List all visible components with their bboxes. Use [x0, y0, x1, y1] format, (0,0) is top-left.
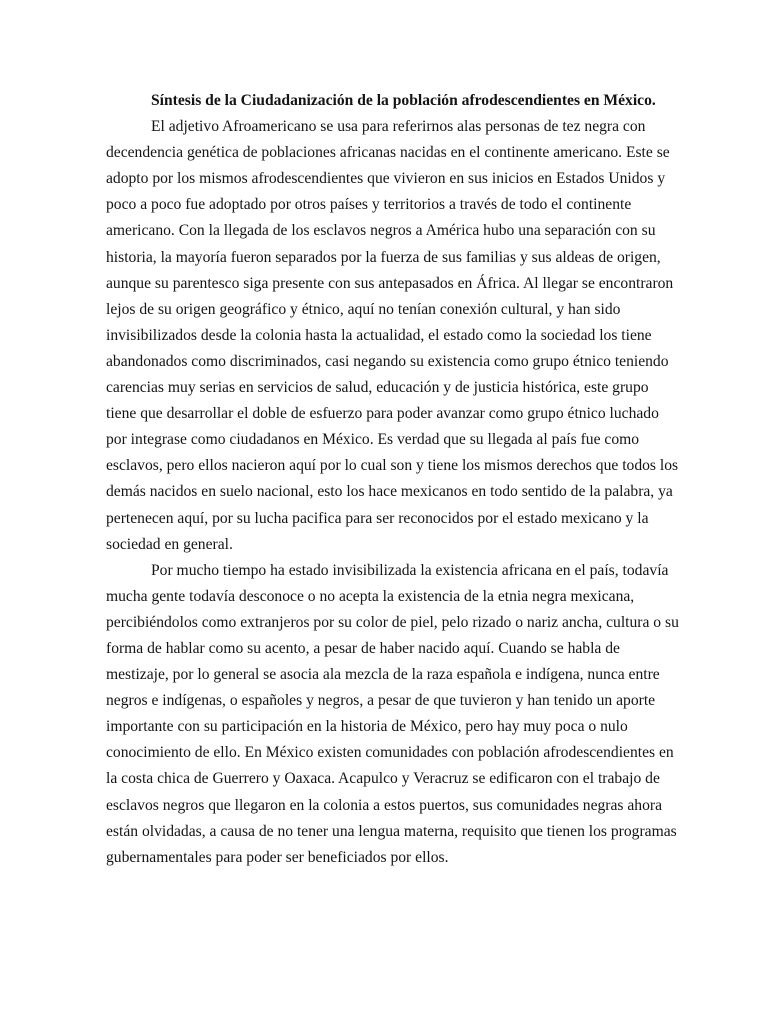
text-line: carencias muy serias en servicios de salud, educación y de justicia histórica, este grupo [106, 379, 649, 397]
text-line: adopto por los mismos afrodescendientes que vivieron en sus inicios en Estados Unidos y [106, 170, 666, 188]
text-line: sociedad en general. [106, 535, 233, 553]
text-line: importante con su participación en la historia de México, pero hay muy poca o nulo [106, 718, 628, 736]
text-line: poco a poco fue adoptado por otros países y territorios a través de todo el continente [106, 196, 632, 214]
text-line: tiene que desarrollar el doble de esfuerzo para poder avanzar como grupo étnico luchado [106, 405, 659, 423]
text-line: pertenecen aquí, por su lucha pacifica para ser reconocidos por el estado mexicano y la [106, 509, 649, 527]
document-title: Síntesis de la Ciudadanización de la población afrodescendientes en México. [151, 92, 656, 109]
text-line: El adjetivo Afroamericano se usa para referirnos alas personas de tez negra con [151, 118, 646, 136]
text-line: abandonados como discriminados, casi negando su existencia como grupo étnico teniendo [106, 352, 669, 370]
text-line: por integrase como ciudadanos en México. Es verdad que su llegada al país fue como [106, 431, 640, 449]
text-line: decendencia genética de poblaciones africanas nacidas en el continente americano. Este se [106, 144, 670, 162]
text-line: invisibilizados desde la colonia hasta la actualidad, el estado como la sociedad los tiene [106, 326, 652, 344]
text-line: lejos de su origen geográfico y étnico, aquí no tenían conexión cultural, y han sido [106, 300, 621, 318]
text-line: mestizaje, por lo general se asocia ala mezcla de la raza española e indígena, nunca entre [106, 666, 660, 684]
text-line: historia, la mayoría fueron separados por la fuerza de sus familias y sus aldeas de origen, [106, 248, 661, 266]
document-body [106, 88, 679, 871]
text-line: percibiéndolos como extranjeros por su color de piel, pelo rizado o nariz ancha, cultura o su [106, 613, 679, 631]
text-line: Por mucho tiempo ha estado invisibilizada la existencia africana en el país, todavía [151, 561, 669, 579]
text-line: esclavos, pero ellos nacieron aquí por lo cual son y tiene los mismos derechos que todos los [106, 457, 679, 475]
text-line: están olvidadas, a causa de no tener una lengua materna, requisito que tienen los programas [106, 822, 677, 840]
text-line: americano. Con la llegada de los esclavos negros a América hubo una separación con su [106, 222, 656, 240]
text-line: demás nacidos en suelo nacional, esto los hace mexicanos en todo sentido de la palabra, ya [106, 483, 673, 501]
text-line: la costa chica de Guerrero y Oaxaca. Acapulco y Veracruz se edificaron con el trabajo de [106, 770, 660, 788]
text-line: aunque su parentesco siga presente con sus antepasados en África. Al llegar se encontraron [106, 274, 674, 292]
text-line: forma de hablar como su acento, a pesar de haber nacido aquí. Cuando se habla de [106, 639, 620, 657]
paragraph-2 [106, 558, 679, 871]
text-line: gubernamentales para poder ser beneficiados por ellos. [106, 848, 449, 866]
text-line: conocimiento de ello. En México existen comunidades con población afrodescendientes en [106, 744, 674, 762]
text-line: negros e indígenas, o españoles y negros, a pesar de que tuvieron y han tenido un aporte [106, 692, 656, 710]
text-line: mucha gente todavía desconoce o no acepta la existencia de la etnia negra mexicana, [106, 587, 635, 605]
paragraph-1 [106, 114, 679, 558]
text-line: esclavos negros que llegaron en la colonia a estos puertos, sus comunidades negras ahora [106, 796, 663, 814]
